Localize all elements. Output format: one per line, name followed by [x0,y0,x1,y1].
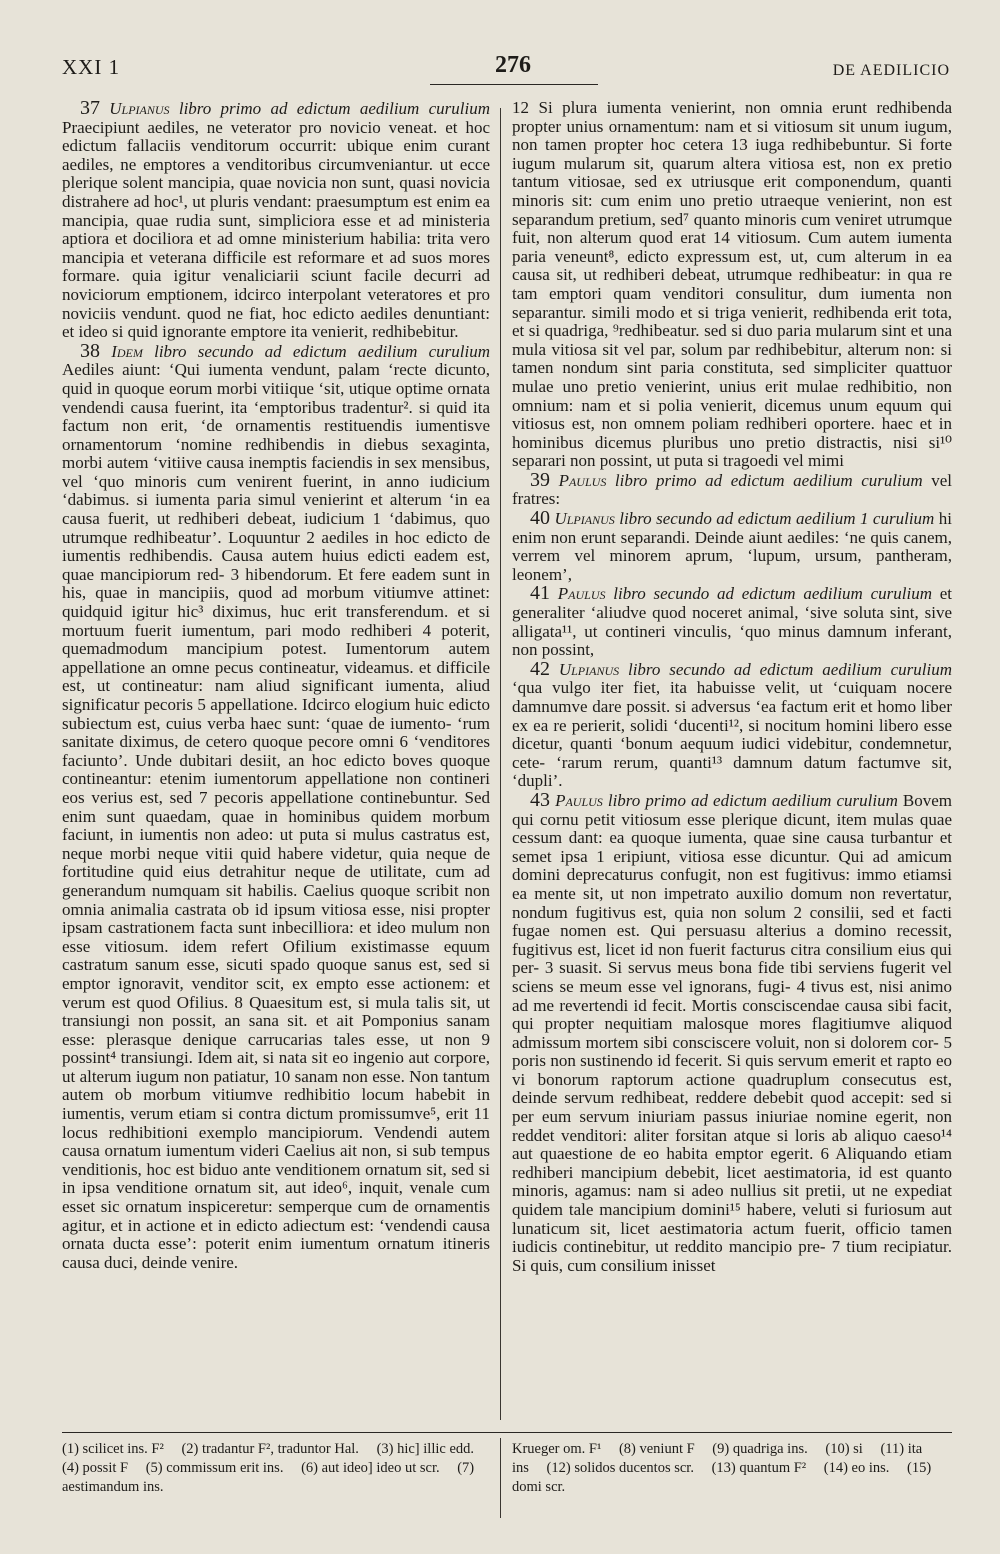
jurist-name: Ulpianus [109,99,170,118]
footnote: (2) tradantur F², traduntor Hal. [181,1441,359,1457]
source-reference: libro secundo ad edictum aedilium 1 curulium [619,509,935,529]
source-reference: libro secundo ad edictum aedilium curulium [613,584,932,604]
footnote: (11) ita ins [512,1441,923,1476]
page-number: 276 [495,52,531,78]
footnote: (1) scilicet ins. F² [62,1441,164,1457]
jurist-name: Ulpianus [558,659,620,679]
column-divider [500,108,501,1420]
fragment-text: vel fratres: [512,470,952,509]
fragment-paragraph [512,509,952,584]
fragment-paragraph [512,657,952,791]
footnotes-left [62,1440,490,1497]
footnote-divider [500,1438,501,1518]
section-number: 37 [80,99,100,119]
footnote: (14) eo ins. [823,1460,890,1476]
fragment-text: et generaliter ‘aliudve quod noceret animal, ‘sive soluta sint, sive alligata¹¹, ut contineri vinculis, ‘quo minus damnum inferant, non possint, [512,584,952,660]
footnote: (3) hic] illic edd. [376,1441,474,1457]
jurist-name: Ulpianus [554,509,615,529]
source-reference: libro secundo ad edictum aedilium curulium [154,341,490,361]
header-rule [430,84,598,85]
footnote: (12) solidos ducentos scr. [546,1460,694,1476]
fragment-text: Praecipiunt aediles, ne veterator pro novicio veneat. et hoc edictum fallaciis venditorum occurrit: ubique enim curant aediles, ne emptores a venditoribus circumveniantur. ut ecce plerique solent mancipia, quae novicia non sunt, quasi novicia distrahere ad hoc¹, ut pluris vendant: praesumptum est enim ea mancipia, quae rudia sunt, simpliciora esse et ad ministeria aptiora et dociliora et ad omne ministerium habilia: trita vero mancipia et veterana difficile est reformare et ad suos mores formare. quia igitur venaliciarii sciunt facile decurri ad noviciorum emptionem, idcirco interpolant veteratores et pro noviciis vendunt. quod ne fiat, hoc edicto aediles denuntiant: et ideo si quid ignorante emptore ita venierit, redhibebitur. [62,117,490,342]
footnote: (9) quadriga ins. [712,1441,808,1457]
footnote: (7) aestimandum ins. [62,1460,475,1495]
jurist-name: Idem [111,341,143,361]
section-number: 38 [80,339,100,362]
fragment-text: hi enim non erunt separandi. Deinde aiunt aediles: ‘ne quis canem, verrem vel minorem aprum, ‘lupum, ursum, pantheram, leonem’, [512,509,952,584]
fragment-paragraph [62,99,490,342]
section-number: 40 [530,507,550,530]
footnotes-right [512,1440,952,1497]
footnote: Krueger om. F¹ [512,1441,602,1457]
book-reference: XXI 1 [62,55,121,79]
fragment-text: ‘qua vulgo iter fiet, ita habuisse velit, ut ‘cuiquam nocere damnumve dare possit. si adversus ‘ea factum erit et homo liber ex ea re perierit, solidi ‘ducenti¹², si nocitum homini libero esse dicetur, quanti ‘bonum aequum iudici videbitur, condemnetur, cete- ‘rarum rerum, quanti¹³ damnum datum factumve sit, ‘dupli’. [512,678,952,791]
section-number: 39 [530,468,550,491]
footnote: (5) commissum erit ins. [145,1460,284,1476]
fragment-paragraph [512,584,952,659]
source-reference: libro primo ad edictum aedilium curulium [178,99,490,118]
footnote: (8) veniunt F [618,1441,695,1457]
left-text-column [62,99,490,1421]
jurist-name: Paulus [555,790,603,810]
source-reference: libro primo ad edictum aedilium curulium [607,790,898,810]
footnote: (10) si [825,1441,863,1457]
footnote: (15) domi scr. [512,1460,932,1495]
fragment-text: Bovem qui cornu petit vitiosum esse plerique dicunt, item mulas quae cessum dant: ea quoque iumenta, quae sine causa turbantur et semet ipsa 1 eripiunt, vitiosa esse dicuntur. Qui ad amicum domini deprecaturus confugit, non est fugitivus: immo etiamsi ea mente sit, ut non impetrato auxilio domum non revertatur, nondum fugitivus est, quia non solum 2 consilii, sed et facti fugae nomen est. Qui persuasu alterius a domino recessit, fugitivus est, licet id non fuerit facturus citra consilium eius qui per- 3 suasit. Si servus meus bona fide tibi serviens fugerit vel sciens se meum esse vel ignorans, fugi- 4 tivus est, nisi animo ad me revertendi id fecit. Mortis consciscendae causa sibi facit, qui propter nequitiam malosque mores flagitiumve aliquod admissum mortem sibi consciscere voluit, non si dolorem cor- 5 poris non sustinendo id fecerit. Si quis servum emerit et rapto eo vi bonorum raptorum actione quadruplum consecutus est, deinde servum redhibeat, reddere debebit quod accepit: sed si per eum servum iniuriam passus iniuriae nomine egerit, non reddet venditori: aliter forsitan atque si loris ab aliquo caeso¹⁴ aut quaestione de eo habita emptor egerit. 6 Aliquando etiam redhiberi mancipium debebit, licet aestimatoria, id est quanto minoris, agamus: nam si adeo nullius sit pretii, ut ne expediat quidem tale mancipium domini¹⁵ habere, veluti si furiosum aut lunaticum sit, licet aestimatoria actum fuerit, officio tamen iudicis continebitur, ut reddito mancipio pre- 7 tium recipiatur. Si quis, cum consilium inisset [512,790,952,1275]
fragment-paragraph [512,99,952,471]
fragment-text: 12 Si plura iumenta venierint, non omnia erunt redhibenda propter unius ornamentum: nam et si vitiosum sit unum iugum, non tamen propter hoc cetera 13 iuga redhibebuntur. Si forte iugum mularum sit, quarum altera vitiosa est, non ex pretio tantum vitiosae, sed ex utriusque erit componendum, quanti minoris sit: cum enim uno pretio utraeque venierint, non est separandum pretium, sed⁷ quanto minoris cum veniret utrumque fuit, non alterum quod erat 14 vitiosum. Cum autem iumenta paria veneunt⁸, edicto expressum est, ut, cum alterum in ea causa sit, ut redhiberi debeat, utrumque redhibeatur: in qua re tam emptori quam venditori consulitur, dum iumenta non separantur. simili modo et si triga venierit, redhibenda erit tota, et si quadriga, ⁹redhibeatur. sed si duo paria mularum sint et una mula vitiosa sit vel par, solum par redhibebitur, alterum non: si tamen nondum sint paria constituta, sed simpliciter quattuor mulae uno pretio venierint, unius erit mulae redhibitio, non omnium: nam et si polia venierit, dicemus unum equum qui vitiosus est, non omnem poliam redhiberi oportere. haec et in hominibus dicemus pluribus uno pretio distractis, nisi si¹⁰ separari non possint, ut puta si tragoedi vel mimi [512,99,952,471]
jurist-name: Paulus [557,584,606,604]
fragment-text: Aediles aiunt: ‘Qui iumenta vendunt, palam ‘recte dicunto, quid in quoque eorum morbi vitiique ‘sit, utique optime ornata vendendi causa fuerint, ita ‘emptoribus tradentur². si quid ita factum non erit, ‘de ornamentis restituendis iumentisve ornamentorum ‘nomine redhibendis in diebus sexaginta, morbi autem ‘vitiive causa inemptis faciendis in sex mensibus, vel ‘quo minoris cum venirent fuerint, in anno iudicium ‘dabimus. si iumenta paria simul venierint et alterum ‘in ea causa fuerit, ut redhiberi debeat, iudicium 1 ‘dabimus, quo utrumque redhibeatur’. Loquuntur 2 aediles in hoc edicto de iumentis redhibendis. Causa autem huius edicti eadem est, quae mancipiorum red- 3 hibendorum. Et fere eadem sunt in his, quae in mancipiis, quod ad morbum vitiumve attinet: quidquid igitur hic³ diximus, huc erit transferendum. et si mortuum fuerit iumentum, pari modo redhiberi 4 poterit, quemadmodum mancipium potest. Iumentorum autem appellatione an omne pecus contineatur, videamus. et difficile est, ut contineatur: nam aliud significant iumenta, aliud significatur pecoris 5 appellatione. Idcirco elogium huic edicto subiectum est, cuius verba haec sunt: ‘quae de iumento- ‘rum sanitate diximus, de cetero quoque pecore omni 6 ‘venditores faciunto’. Unde dubitari desiit, an hoc edicto boves quoque contineantur: etenim iumentorum appellatione non contineri eos verius est, sed 7 pecoris appellatione continebuntur. Sed enim sunt quaedam, quae in hominibus quidem morbum faciunt, in iumentis non adeo: ut puta si mulus castratus est, neque morbi neque vitii quid habere videtur, quia neque de fortitudine quid eius detrahitur neque de utilitate, cum ad generandum numquam sit habilis. Caelius quoque scribit non omnia animalia castrata ob id ipsum vitiosa esse, nisi propter ipsam castrationem facta sunt inbecilliora: et ideo mulum non esse vitiosum. idem refert Ofilium existimasse equum castratum sanum esse, sicuti spado quoque sanus est, sed si emptor ignoravit, venditor scit, ex empto esse actionem: et verum est quod Ofilius. 8 Quaesitum est, si mula talis sit, ut transiungi non possit, an sana sit. et ait Pomponius sanam esse: plerasque denique carrucarias tales esse, ut non 9 possint⁴ transiungi. Idem ait, si nata sit eo ingenio aut corpore, ut alterum iugum non patiatur, 10 sanam non esse. Non tantum autem ob morbum vitiumve redhibitio locum habebit in iumentis, verum etiam si contra dictum promissumve⁵, erit 11 locus redhibitioni exemplo mancipiorum. Vendendi autem causa ornatum iumentum videri Caelius ait non, si sub tempus venditionis, hoc est biduo ante venditionem ornatum sit, sed si in ipsa venditione ornatum sit, aut ideo⁶, inquit, venale cum esset sic ornatum inspiceretur: semperque cum de ornamentis agitur, et in actione et in edicto adiectum est: ‘vendendi causa ornata ducta esse’: poterit enim iumentum ornatum itineris causa duci, deinde venire. [62,360,490,1272]
section-number: 43 [530,788,550,811]
source-reference: libro secundo ad edictum aedilium curulium [627,659,952,679]
section-number: 42 [530,657,550,680]
fragment-paragraph [62,339,490,1273]
running-title: DE AEDILICIO [832,62,950,79]
footnote-rule [62,1432,952,1433]
fragment-paragraph [512,468,952,509]
section-number: 41 [530,582,550,605]
jurist-name: Paulus [558,470,607,490]
footnote: (6) aut ideo] ideo ut scr. [301,1460,440,1476]
footnote: (4) possit F [62,1460,129,1476]
source-reference: libro primo ad edictum aedilium curulium [614,470,923,490]
fragment-paragraph [512,788,952,1275]
footnote: (13) quantum F² [711,1460,807,1476]
right-text-column [512,99,952,1421]
